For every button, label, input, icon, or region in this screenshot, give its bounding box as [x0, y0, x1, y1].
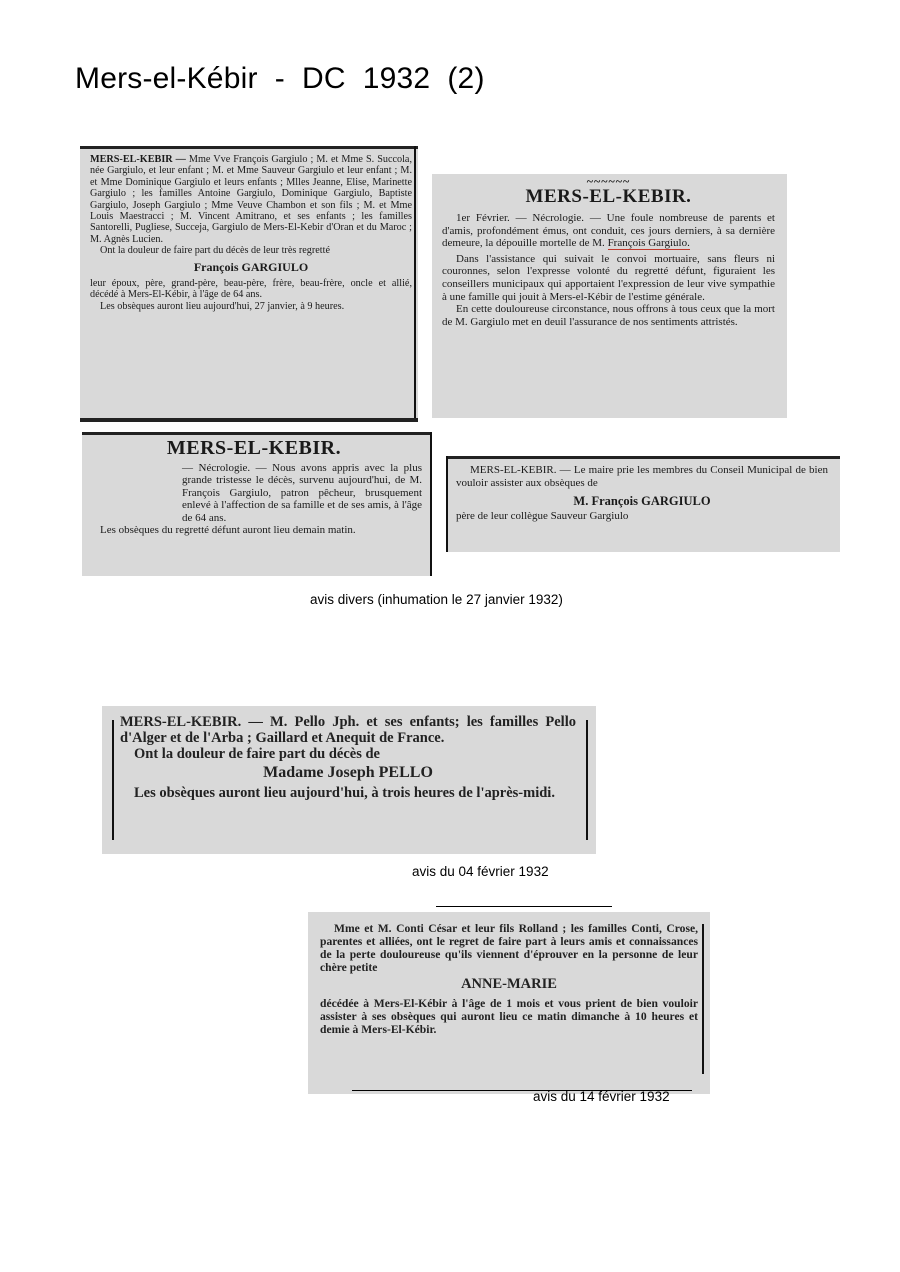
notice-funeral: Les obsèques auront lieu aujourd'hui, 27 janvier, à 9 heures. — [100, 300, 345, 312]
caption-inhumation: avis divers (inhumation le 27 janvier 1932) — [310, 592, 563, 607]
conti-details: décédée à Mers-El-Kébir à l'âge de 1 mois et vous prient de bien vouloir assister à ses obsèques qui auront lieu ce matin dimanche à 10 heures et demie à Mers-El-Kébir. — [320, 997, 698, 1036]
clipping-conti-notice — [308, 912, 710, 1094]
notice-intro — [90, 154, 412, 245]
mayor-notice-body: MERS-EL-KEBIR. — Le maire prie les membres du Conseil Municipal de bien vouloir assister aux obsèques de — [456, 464, 828, 489]
necrology-paragraph-2: Dans l'assistance qui suivait le convoi mortuaire, sans fleurs ni couronnes, selon l'expresse volonté du regretté défunt, figuraient les conseillers municipaux qui apportaient l'expression de leur vive sympathie à une famille qui jouit à Mers-el-Kébir de l'estime générale. — [442, 252, 775, 303]
divider-line — [436, 906, 612, 907]
clipping-heading: MERS-EL-KEBIR. — [166, 437, 342, 459]
deceased-name: ANNE-MARIE — [461, 976, 557, 992]
clipping-heading: MERS-EL-KEBIR. — [525, 186, 692, 207]
caption-february-14: avis du 14 février 1932 — [533, 1089, 670, 1104]
relation-line: père de leur collègue Sauveur Gargiulo — [456, 509, 629, 522]
notice-family-list: Mme Vve François Gargiulo ; M. et Mme S. Succola, née Gargiulo, et leur enfant ; M. et Mme Sauveur Gargiulo et leur enfant ; M. et Mme Dominique Gargiulo et leurs enfants ; Mlles Jeanne, Elise, Marinette Gargiulo ; les familles Antoine Gargiulo, Dominique Gargiulo, Baptiste Gargiulo, Joseph Gargiulo ; Mme Veuve Chambon et son fils ; M. et Mme Louis Maestracci ; M. Vincent Amitrano, et ses enfants ; les familles Santorelli, Pugliese, Succeja, Gargiulo de Mers-El-Kebir d'Oran et du Maroc ; M. Agnès Lucien. — [90, 154, 412, 245]
pello-family — [120, 714, 576, 746]
caption-february-04: avis du 04 février 1932 — [412, 864, 549, 879]
notice-lead: MERS-EL-KEBIR. — — [120, 714, 271, 730]
necrology-funeral: Les obsèques du regretté défunt auront lieu demain matin. — [100, 524, 356, 537]
page-title: Mers-el-Kébir - DC 1932 (2) — [75, 62, 485, 95]
necrology-text: 1er Février. — Nécrologie. — Une foule nombreuse de parents et d'amis, profondément émus, ont conduit, ces jours derniers, à sa dernière demeure, la dépouille mortelle de M. — [442, 212, 775, 250]
necrology-paragraph-3: En cette douloureuse circonstance, nous offrons à tous ceux que la mort de M. Gargiulo met en deuil l'assurance de nos sentiments attristés. — [442, 303, 775, 328]
deceased-name: François GARGIULO — [193, 259, 309, 274]
pello-family-list: M. Pello Jph. et ses enfants; les familles Pello d'Alger et de l'Arba ; Gaillard et Anequit de France. — [120, 714, 576, 746]
necrology-paragraph-1 — [442, 212, 775, 250]
clipping-necrology-february — [432, 174, 787, 418]
deceased-name: Madame Joseph PELLO — [263, 764, 433, 781]
clipping-necrology-short — [82, 432, 432, 576]
notice-details: leur époux, père, grand-père, beau-père, frère, beau-frère, oncle et allié, décédé à Mers-El-Kébir, à l'âge de 64 ans. — [90, 278, 412, 301]
clipping-pello-notice — [102, 706, 596, 854]
necrology-body: — Nécrologie. — Nous avons appris avec la plus grande tristesse le décès, survenu aujourd'hui, de M. François Gargiulo, patron pêcheur, brusquement enlevé à l'affection de sa famille et de ses amis, à l'âge de 64 ans. — [182, 462, 422, 524]
underlined-name: François Gargiulo. — [607, 237, 690, 250]
notice-lead: MERS-EL-KEBIR — — [90, 154, 189, 165]
clipping-family-notice-gargiulo — [80, 146, 418, 422]
pello-funeral: Les obsèques auront lieu aujourd'hui, à trois heures de l'après-midi. — [134, 785, 555, 801]
conti-family: Mme et M. Conti César et leur fils Rolland ; les familles Conti, Crose, parentes et alliées, ont le regret de faire part à leurs amis et connaissances de la perte douloureuse qu'ils viennent d'éprouver en la personne de leur chère petite — [320, 922, 698, 974]
pello-announcement: Ont la douleur de faire part du décès de — [134, 746, 380, 762]
ornament: ~~~~~~ — [586, 174, 631, 188]
notice-announcement: Ont la douleur de faire part du décès de leur très regretté — [100, 245, 330, 257]
clipping-mayor-notice — [446, 456, 840, 552]
deceased-name: M. François GARGIULO — [573, 494, 711, 509]
